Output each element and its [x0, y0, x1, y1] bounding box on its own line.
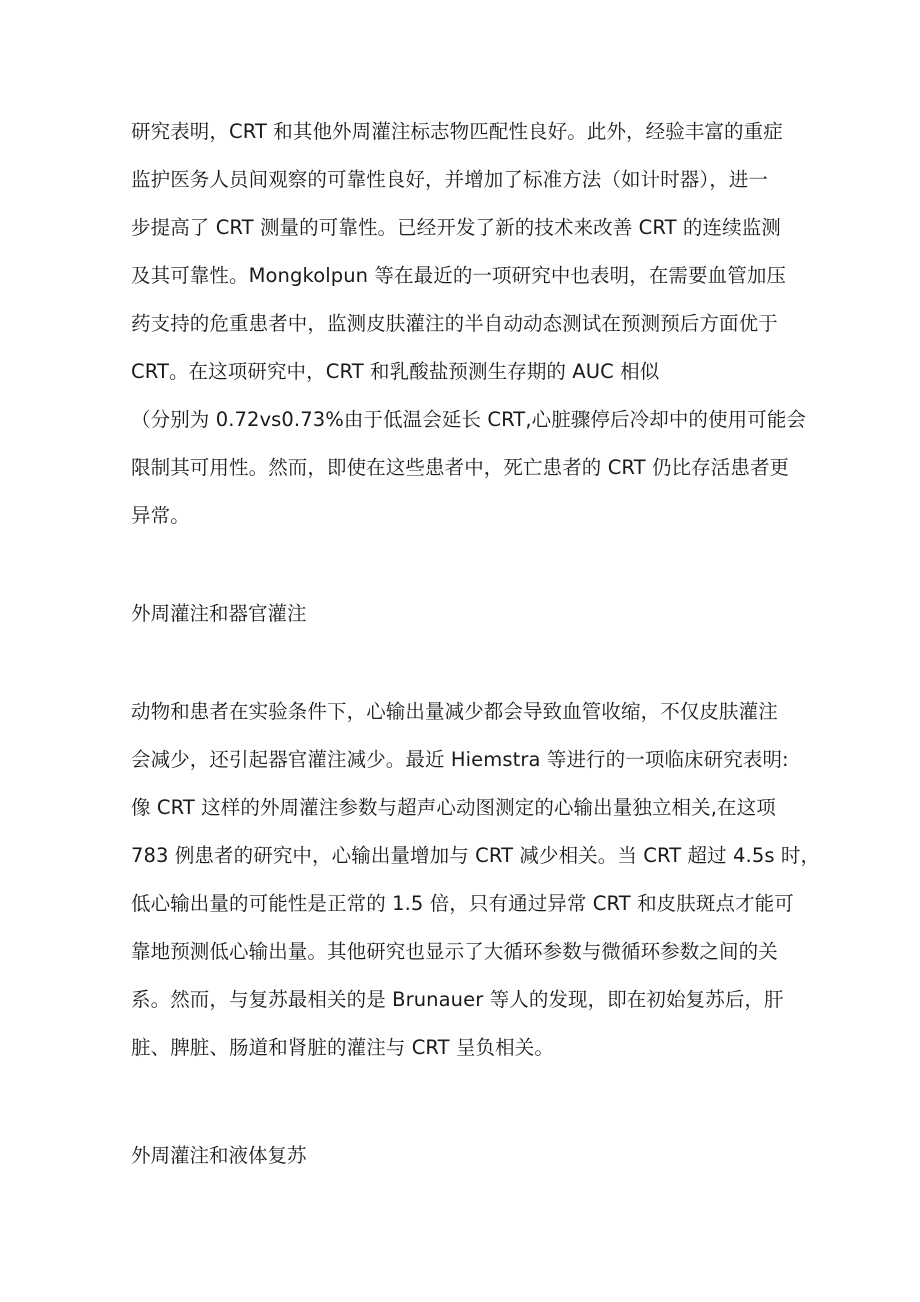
paragraph-2-line-4: 783 例患者的研究中，心输出量增加与 CRT 减少相关。当 CRT 超过 4.5s 时， — [131, 844, 821, 867]
paragraph-2-line-6: 靠地预测低心输出量。其他研究也显示了大循环参数与微循环参数之间的关 — [131, 940, 778, 963]
paragraph-1-line-8: 限制其可用性。然而，即使在这些患者中，死亡患者的 CRT 仍比存活患者更 — [131, 456, 790, 479]
paragraph-1-line-3: 步提高了 CRT 测量的可靠性。已经开发了新的技术来改善 CRT 的连续监测 — [131, 216, 781, 239]
paragraph-1-line-5: 药支持的危重患者中，监测皮肤灌注的半自动动态测试在预测预后方面优于 — [131, 312, 778, 335]
section-heading-organ-perfusion: 外周灌注和器官灌注 — [131, 602, 307, 625]
paragraph-1-line-2: 监护医务人员间观察的可靠性良好，并增加了标准方法（如计时器），进一 — [131, 168, 769, 191]
paragraph-2-line-5: 低心输出量的可能性是正常的 1.5 倍，只有通过异常 CRT 和皮肤斑点才能可 — [131, 892, 794, 915]
paragraph-2-line-1: 动物和患者在实验条件下，心输出量减少都会导致血管收缩，不仅皮肤灌注 — [131, 700, 778, 723]
paragraph-1-line-9: 异常。 — [131, 504, 190, 527]
paragraph-2-line-7: 系。然而，与复苏最相关的是 Brunauer 等人的发现，即在初始复苏后，肝 — [131, 988, 784, 1011]
paragraph-1-line-1: 研究表明，CRT 和其他外周灌注标志物匹配性良好。此外，经验丰富的重症 — [131, 120, 783, 143]
paragraph-1-line-6: CRT。在这项研究中，CRT 和乳酸盐预测生存期的 AUC 相似 — [131, 360, 660, 383]
paragraph-2-line-2: 会减少，还引起器官灌注减少。最近 Hiemstra 等进行的一项临床研究表明: — [131, 748, 789, 771]
paragraph-2-line-3: 像 CRT 这样的外周灌注参数与超声心动图测定的心输出量独立相关,在这项 — [131, 796, 776, 819]
section-heading-fluid-resuscitation: 外周灌注和液体复苏 — [131, 1144, 307, 1167]
paragraph-1-line-4: 及其可靠性。Mongkolpun 等在最近的一项研究中也表明，在需要血管加压 — [131, 264, 787, 287]
paragraph-2-line-8: 脏、脾脏、肠道和肾脏的灌注与 CRT 呈负相关。 — [131, 1036, 554, 1059]
paragraph-1-line-7: （分别为 0.72vs0.73%由于低温会延长 CRT,心脏骤停后冷却中的使用可能会 — [131, 408, 807, 431]
